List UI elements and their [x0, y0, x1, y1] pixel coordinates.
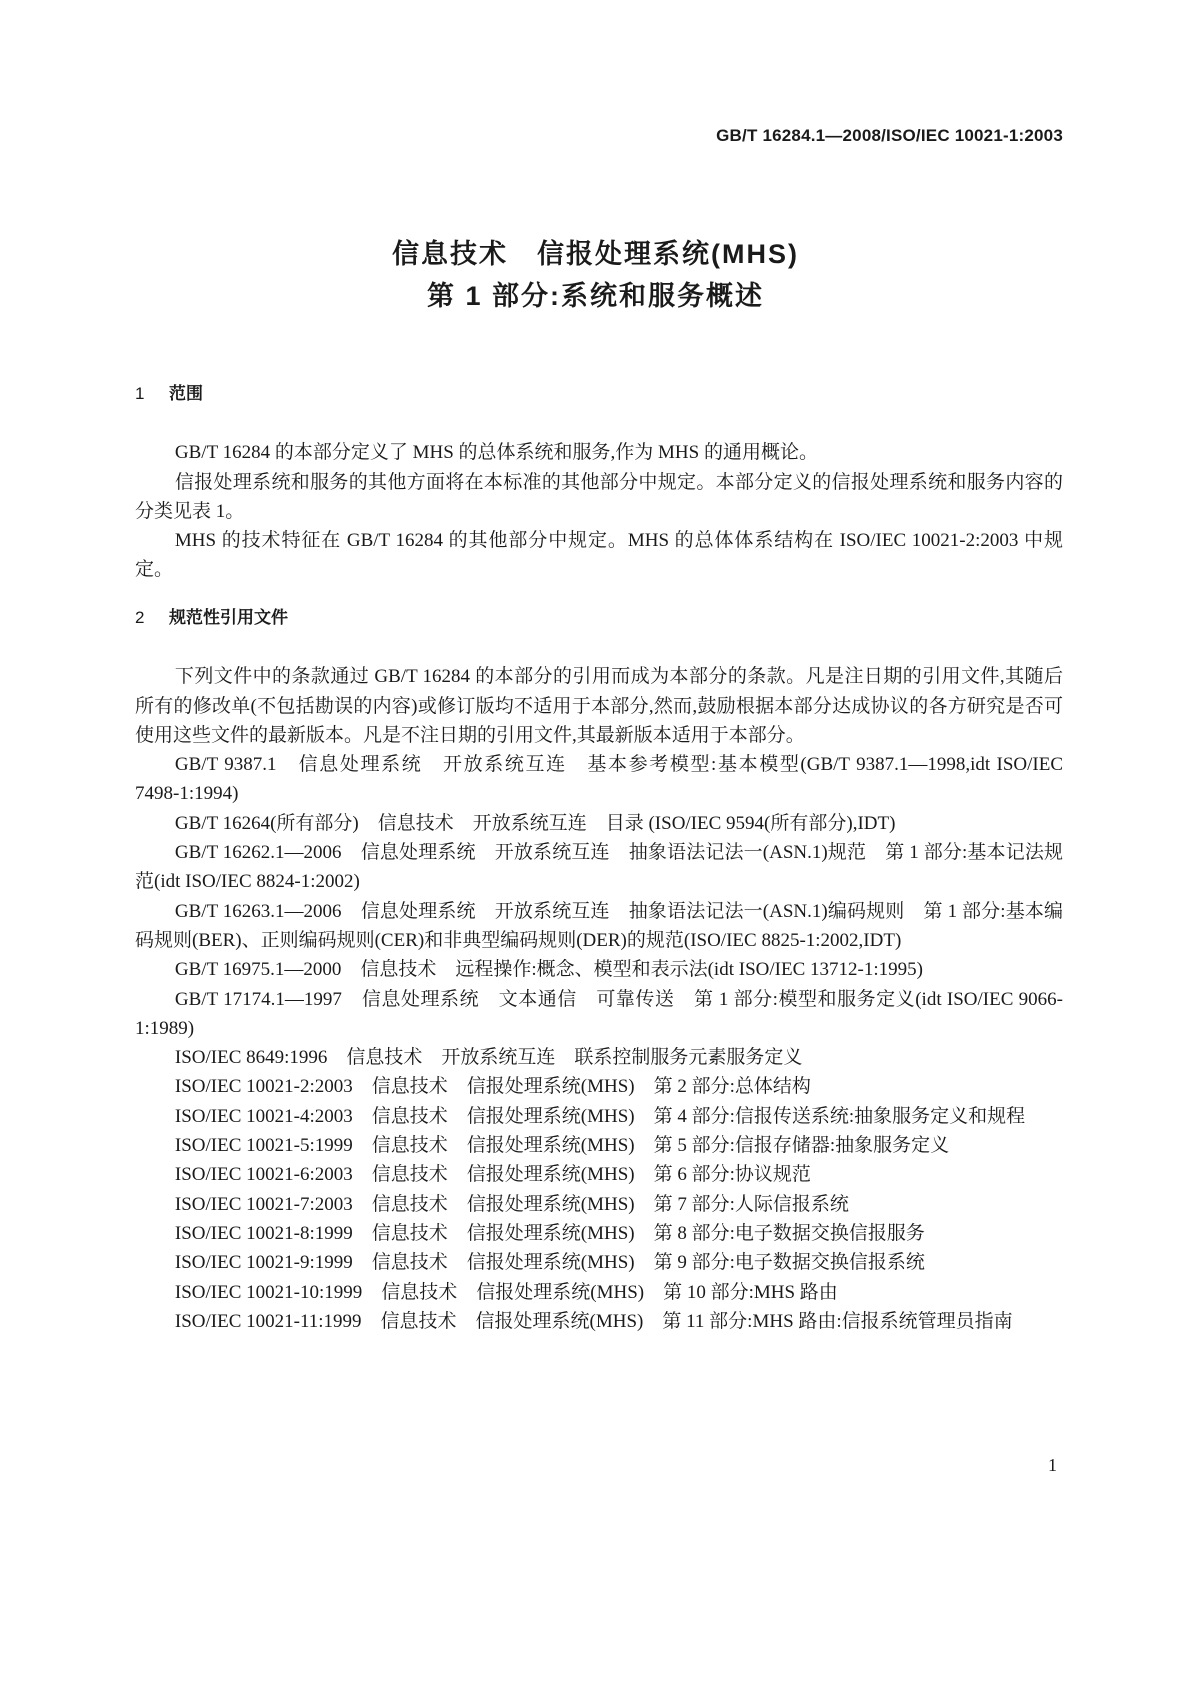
- reference-item: ISO/IEC 10021-10:1999 信息技术 信报处理系统(MHS) 第 10 部分:MHS 路由: [174, 1281, 838, 1303]
- reference-item: ISO/IEC 10021-6:2003 信息技术 信报处理系统(MHS) 第 6 部分:协议规范: [174, 1164, 811, 1186]
- paragraph: MHS 的技术特征在 GB/T 16284 的其他部分中规定。MHS 的总体体系结构在 ISO/IEC 10021-2:2003 中规定。: [135, 530, 1063, 581]
- page-number: 1: [1048, 1455, 1057, 1475]
- reference-item: ISO/IEC 10021-5:1999 信息技术 信报处理系统(MHS) 第 5 部分:信报存储器:抽象服务定义: [174, 1135, 950, 1157]
- reference-item: GB/T 16262.1—2006 信息处理系统 开放系统互连 抽象语法记法一(ASN.1)规范 第 1 部分:基本记法规范(idt ISO/IEC 8824-1:2002): [135, 842, 1063, 893]
- reference-list: [135, 750, 1068, 1336]
- paragraph: 下列文件中的条款通过 GB/T 16284 的本部分的引用而成为本部分的条款。凡是注日期的引用文件,其随后所有的修改单(不包括勘误的内容)或修订版均不适用于本部分,然而,鼓励根据本部分达成协议的各方研究是否可使用这些文件的最新版本。凡是不注日期的引用文件,其最新版本适用于本部分。: [135, 666, 1063, 746]
- section-heading: 2 规范性引用文件: [135, 608, 288, 627]
- reference-item: ISO/IEC 10021-7:2003 信息技术 信报处理系统(MHS) 第 7 部分:人际信报系统: [174, 1193, 849, 1215]
- reference-item: GB/T 16263.1—2006 信息处理系统 开放系统互连 抽象语法记法一(ASN.1)编码规则 第 1 部分:基本编码规则(BER)、正则编码规则(CER)和非典型编码规则(DER)的规范(ISO/IEC 8825-1:2002,IDT): [135, 900, 1063, 951]
- reference-item: ISO/IEC 10021-4:2003 信息技术 信报处理系统(MHS) 第 4 部分:信报传送系统:抽象服务定义和规程: [174, 1105, 1026, 1127]
- reference-item: GB/T 17174.1—1997 信息处理系统 文本通信 可靠传送 第 1 部分:模型和服务定义(idt ISO/IEC 9066-1:1989): [135, 988, 1063, 1039]
- paragraph: 信报处理系统和服务的其他方面将在本标准的其他部分中规定。本部分定义的信报处理系统和服务内容的分类见表 1。: [135, 471, 1063, 522]
- document-subtitle: 第 1 部分:系统和服务概述: [426, 281, 764, 311]
- section-heading: 1 范围: [135, 384, 203, 403]
- document-title: 信息技术 信报处理系统(MHS): [392, 239, 799, 269]
- reference-item: GB/T 16264(所有部分) 信息技术 开放系统互连 目录 (ISO/IEC 9594(所有部分),IDT): [174, 812, 896, 834]
- reference-item: ISO/IEC 8649:1996 信息技术 开放系统互连 联系控制服务元素服务定义: [174, 1047, 803, 1069]
- paragraph: GB/T 16284 的本部分定义了 MHS 的总体系统和服务,作为 MHS 的通用概论。: [174, 442, 818, 464]
- section-normative-references: [135, 603, 1068, 1336]
- reference-item: ISO/IEC 10021-2:2003 信息技术 信报处理系统(MHS) 第 2 部分:总体结构: [174, 1076, 811, 1098]
- reference-item: GB/T 9387.1 信息处理系统 开放系统互连 基本参考模型:基本模型(GB/T 9387.1—1998,idt ISO/IEC 7498-1:1994): [135, 754, 1068, 805]
- reference-item: ISO/IEC 10021-9:1999 信息技术 信报处理系统(MHS) 第 9 部分:电子数据交换信报系统: [174, 1252, 925, 1274]
- standard-number: GB/T 16284.1—2008/ISO/IEC 10021-1:2003: [716, 126, 1063, 145]
- reference-item: ISO/IEC 10021-8:1999 信息技术 信报处理系统(MHS) 第 8 部分:电子数据交换信报服务: [174, 1222, 925, 1244]
- section-scope: [135, 379, 1063, 585]
- reference-item: ISO/IEC 10021-11:1999 信息技术 信报处理系统(MHS) 第 11 部分:MHS 路由:信报系统管理员指南: [174, 1310, 1013, 1332]
- reference-item: GB/T 16975.1—2000 信息技术 远程操作:概念、模型和表示法(idt ISO/IEC 13712-1:1995): [174, 959, 923, 981]
